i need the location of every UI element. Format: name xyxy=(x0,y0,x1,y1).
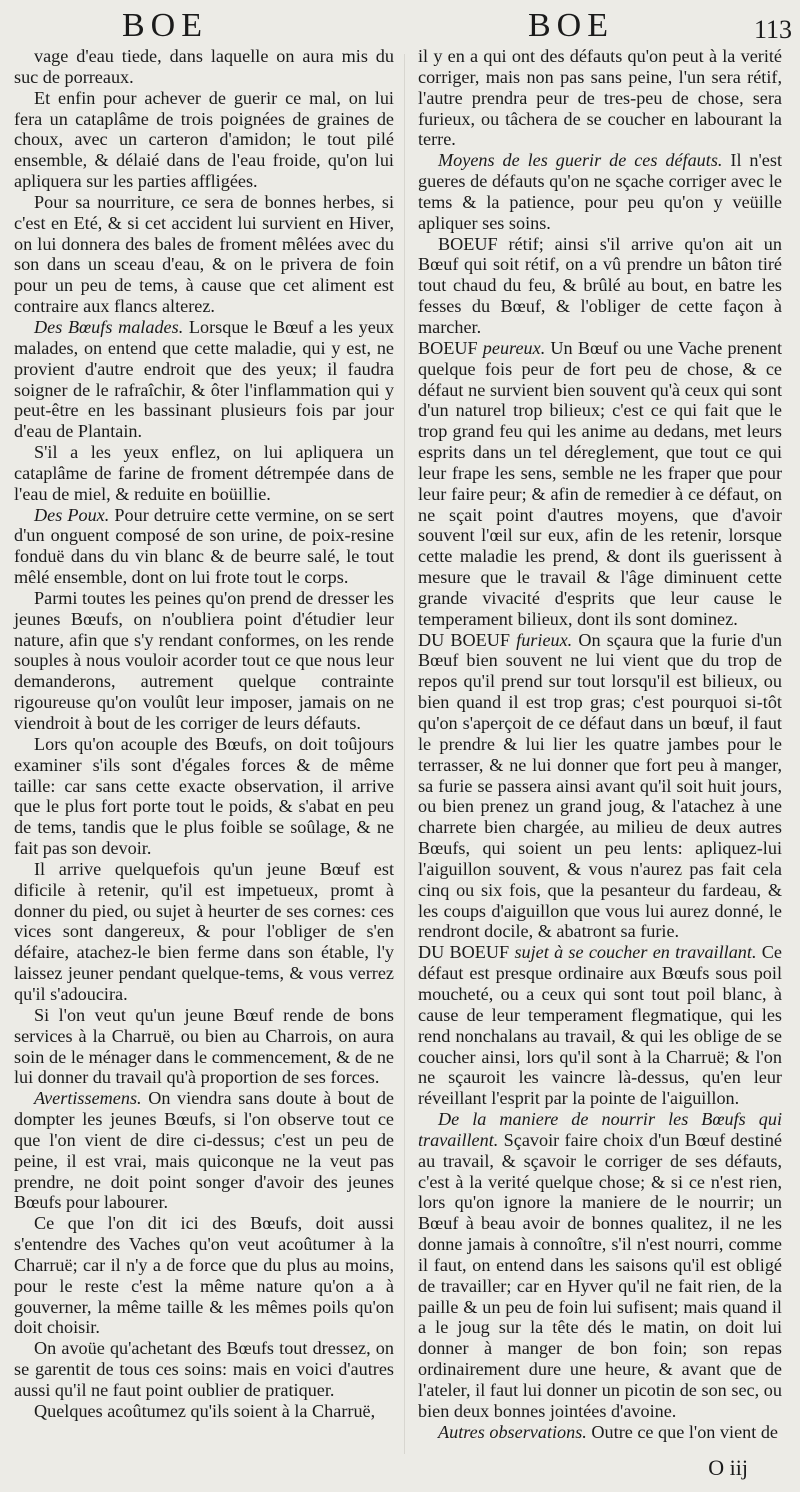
header-right-word: BOE xyxy=(528,7,614,44)
paragraph xyxy=(14,1401,394,1422)
header-left-word: BOE xyxy=(122,7,208,44)
paragraph-text: Pour detruire cette vermine, on se sert d'un onguent composé de son urine, de poix-resine fonduë dans du vin blanc & de beurre salé, le tout mêlé ensemble, dont on lui frote tout le corps. xyxy=(14,504,395,588)
paragraph xyxy=(14,46,394,88)
paragraph-text: vage d'eau tiede, dans laquelle on aura mis du suc de porreaux. xyxy=(14,46,394,87)
paragraph-italic-lead: Des Poux. xyxy=(34,504,110,525)
paragraph-text: On avoüe qu'achetant des Bœufs tout dressez, on se garentit de tous ces soins: mais en voici d'autres aussi qu'il ne faut point oublier de pratiquer. xyxy=(14,1338,394,1400)
paragraph-text: On sçaura que la furie d'un Bœuf bien souvent ne lui vient que du trop de repos qu'il prend sur tout lorsqu'il est bilieux, ou bien quand il est trop gras; c'est pourquoi si-tôt qu'on s'aperçoit de ce défaut dans un bœuf, il faut le prendre & lui lier les quatre jambes pour le terrasser, & ne lui donner que fort peu à manger, sa furie se passera ainsi avant qu'il soit huit jours, ou bien prenez un grand joug, & l'atachez à une charrete bien chargée, au milieu de deux autres Bœufs, qui soient un peu lents: apliquez-lui l'aiguillon souvent, & vous n'aurez pas fait cela cinq ou six fois, que la pesanteur du fardeau, & les coups d'aiguillon que vous lui aurez donné, le rendront docile, & abatront sa furie. xyxy=(418,629,782,942)
paragraph-text: Et enfin pour achever de guerir ce mal, on lui fera un cataplâme de trois poignées de graines de choux, avec un carteron d'amidon; le tout pilé ensemble, & délaié dans de l'eau froide, qu'on lui apliquera sur les parties affligées. xyxy=(14,87,394,192)
paragraph-text: Parmi toutes les peines qu'on prend de dresser les jeunes Bœufs, on n'oubliera point d'étudier leur nature, afin que s'y rendant conformes, on les rende souples à nous vouloir acorder tout ce que nous leur demanderons, autrement quelque contrainte rigoureuse qu'on voulût leur imposer, jamais on ne viendroit à bout de les corriger de leurs défauts. xyxy=(14,587,394,733)
paragraph-italic-lead: Moyens de les guerir de ces défauts. xyxy=(438,150,723,171)
paragraph-text: Ce défaut est presque ordinaire aux Bœufs sous poil moucheté, ou a ceux qui sont tout poil blanc, à cause de leur temperament flegmatique, qui les rend nonchalans au travail, & qui les oblige de se coucher ainsi, lors qu'il sont à la Charruë; & l'on ne sçauroit les vaincre là-dessus, qu'en leur réveillant l'esprit par la pointe de l'aiguillon. xyxy=(418,942,782,1109)
paragraph-text: On viendra sans doute à bout de dompter les jeunes Bœufs, si l'on observe tout ce que l'on vient de dire ci-dessus; c'est un peu de peine, il est vrai, mais quiconque ne la veut pas prendre, ne doit point songer d'avoir des jeunes Bœufs pour labourer. xyxy=(14,1088,394,1213)
paragraph-text: Un Bœuf ou une Vache prenent quelque fois peur de fort peu de chose, & ce défaut ne survient bien souvent qu'à ceux qui sont d'un naturel trop bilieux; c'est ce qui fait que le trop grand feu qui les anime au dedans, met leurs esprits dans un tel déreglement, que tout ce qui leur frape les sens, semble ne les fraper que pour leur faire peur; & afin de remedier à ce défaut, on ne sçait point d'autres moyens, que d'avoir souvent l'œil sur eux, afin de les retenir, lorsque cette maladie les prend, & dont ils guerissent à mesure que le travail & l'âge diminuent cette grande vivacité d'esprits que leur cause le temperament bilieux, dont ils sont dominez. xyxy=(418,337,782,629)
paragraph xyxy=(14,1213,394,1338)
paragraph xyxy=(418,338,782,630)
paragraph xyxy=(14,317,394,442)
paragraph-text: il y en a qui ont des défauts qu'on peut à la verité corriger, mais non pas sans peine, l'un sera rétif, l'autre prendra peur de tres-peu de chose, sera furieux, ou tâchera de se coucher en labourant la terre. xyxy=(418,46,782,150)
paragraph-italic-lead: Autres observations. xyxy=(438,1421,587,1442)
paragraph-italic-lead: peureux. xyxy=(477,337,546,358)
paragraph-text: Outre ce que l'on vient de xyxy=(586,1421,779,1442)
paragraph xyxy=(418,150,782,233)
right-column xyxy=(418,46,782,1443)
paragraph-italic-lead: furieux. xyxy=(510,629,573,650)
page-number: 113 xyxy=(753,15,792,44)
paragraph-text: Ce que l'on dit ici des Bœufs, doit aussi s'entendre des Vaches qu'on veut acoûtumer à la Charruë; car il n'y a de force que du plus au moins, pour le reste c'est la même nature qu'on a à gouverner, la même taille & les mêmes poils qu'on doit choisir. xyxy=(14,1213,394,1338)
paragraph xyxy=(14,505,394,588)
paragraph xyxy=(418,1422,782,1443)
paragraph xyxy=(14,1338,394,1401)
paragraph xyxy=(14,859,394,1005)
paragraph-text: Pour sa nourriture, ce sera de bonnes herbes, si c'est en Eté, & si cet accident lui survient en Hiver, on lui donnera des bales de froment mêlées avec du son dans un sceau d'eau, & on le privera de foin pour un peu de tems, à cause que cet aliment est contraire aux flancs alterez. xyxy=(14,191,394,317)
paragraph-text: S'il a les yeux enflez, on lui apliquera un cataplâme de farine de froment détrempée dans de l'eau de miel, & reduite en boüillie. xyxy=(14,442,394,504)
paragraph-text: Il arrive quelquefois qu'un jeune Bœuf est dificile à retenir, qu'il est impetueux, promt à donner du pied, ou sujet à heurter de ses cornes: ces vices sont dangereux, & pour l'obliger de s'en défaire, atachez-le bien ferme dans son étable, l'y laissez jeuner pendant quelque-tems, & vous verrez qu'il s'adoucira. xyxy=(14,858,394,1004)
paragraph xyxy=(14,1005,394,1088)
left-column xyxy=(14,46,394,1422)
paragraph xyxy=(14,88,394,192)
paragraph-text: Quelques acoûtumez qu'ils soient à la Charruë, xyxy=(34,1400,376,1421)
paragraph xyxy=(418,942,782,1109)
paragraph xyxy=(14,588,394,734)
paragraph-text: rétif; ainsi s'il arrive qu'on ait un Bœuf qui soit rétif, on a vû prendre un bâton tiré tout chaud du feu, & brûlé au bout, en batre les fesses du Bœuf, & l'obliger de cette façon à marcher. xyxy=(418,233,782,337)
paragraph xyxy=(418,46,782,150)
paragraph xyxy=(14,1088,394,1213)
column-divider xyxy=(404,54,405,1454)
paragraph-text: Lorsque le Bœuf a les yeux malades, on entend que cette maladie, qui y est, ne provient d'autre endroit que des yeux; il faudra soigner de le rafraîchir, & ôter l'inflammation qui y peut-être en les bassinant plusieurs fois par jour d'eau de Plantain. xyxy=(14,316,394,442)
paragraph-caps-lead: DU BOEUF xyxy=(418,942,510,963)
paragraph-italic-lead: De la maniere de nourrir les Bœufs qui travaillent. xyxy=(418,1109,782,1150)
paragraph-italic-lead: sujet à se coucher en travaillant. xyxy=(509,942,757,963)
paragraph-text: Il n'est gueres de défauts qu'on ne sçache corriger avec le tems & la patience, pour peu qu'on y veüille apliquer ses soins. xyxy=(418,150,782,233)
paragraph xyxy=(418,234,782,338)
paragraph-caps-lead: BOEUF xyxy=(438,233,498,254)
paragraph-caps-lead: DU BOEUF xyxy=(418,629,511,650)
paragraph-text: Sçavoir faire choix d'un Bœuf destiné au travail, & sçavoir le corriger de ses défauts, c'est à la verité quelque chose; & si ce n'est rien, lors qu'on ignore la maniere de le nourrir; un Bœuf à beau avoir de bonnes qualitez, il ne les donne jamais à connoître, s'il n'est nourri, comme il faut, on entend dans les saisons qu'il est obligé de travailler; car en Hyver qu'il ne fait rien, de la paille & un peu de foin lui sufisent; mais quand il a le joug sur la tête dés le matin, on doit lui donner à manger de bon foin; son repas ordinairement dure une heure, & avant que de l'ateler, il faut lui donner un picotin de son sec, ou bien deux bonnes jointées d'avoine. xyxy=(418,1129,782,1421)
paragraph xyxy=(418,1109,782,1422)
paragraph-caps-lead: BOEUF xyxy=(418,337,478,358)
paragraph xyxy=(418,630,782,943)
running-header xyxy=(0,6,800,46)
paragraph xyxy=(14,192,394,317)
paragraph-italic-lead: Des Bœufs malades. xyxy=(34,316,184,337)
paragraph xyxy=(14,442,394,505)
signature-mark: O iij xyxy=(708,1455,748,1480)
paragraph-text: Si l'on veut qu'un jeune Bœuf rende de bons services à la Charruë, ou bien au Charrois, on aura soin de le ménager dans le commencement, & de ne lui donner du travail qu'à proportion de ses forces. xyxy=(14,1004,394,1088)
paragraph-italic-lead: Avertissemens. xyxy=(34,1088,142,1109)
paragraph-text: Lors qu'on acouple des Bœufs, on doit toûjours examiner s'ils sont d'égales forces & de même taille: car sans cette exacte observation, il arrive que le plus fort porte tout le poids, & s'abat en peu de tems, tandis que le plus foible se soûlage, & ne fait pas son devoir. xyxy=(14,733,394,859)
paragraph xyxy=(14,734,394,859)
